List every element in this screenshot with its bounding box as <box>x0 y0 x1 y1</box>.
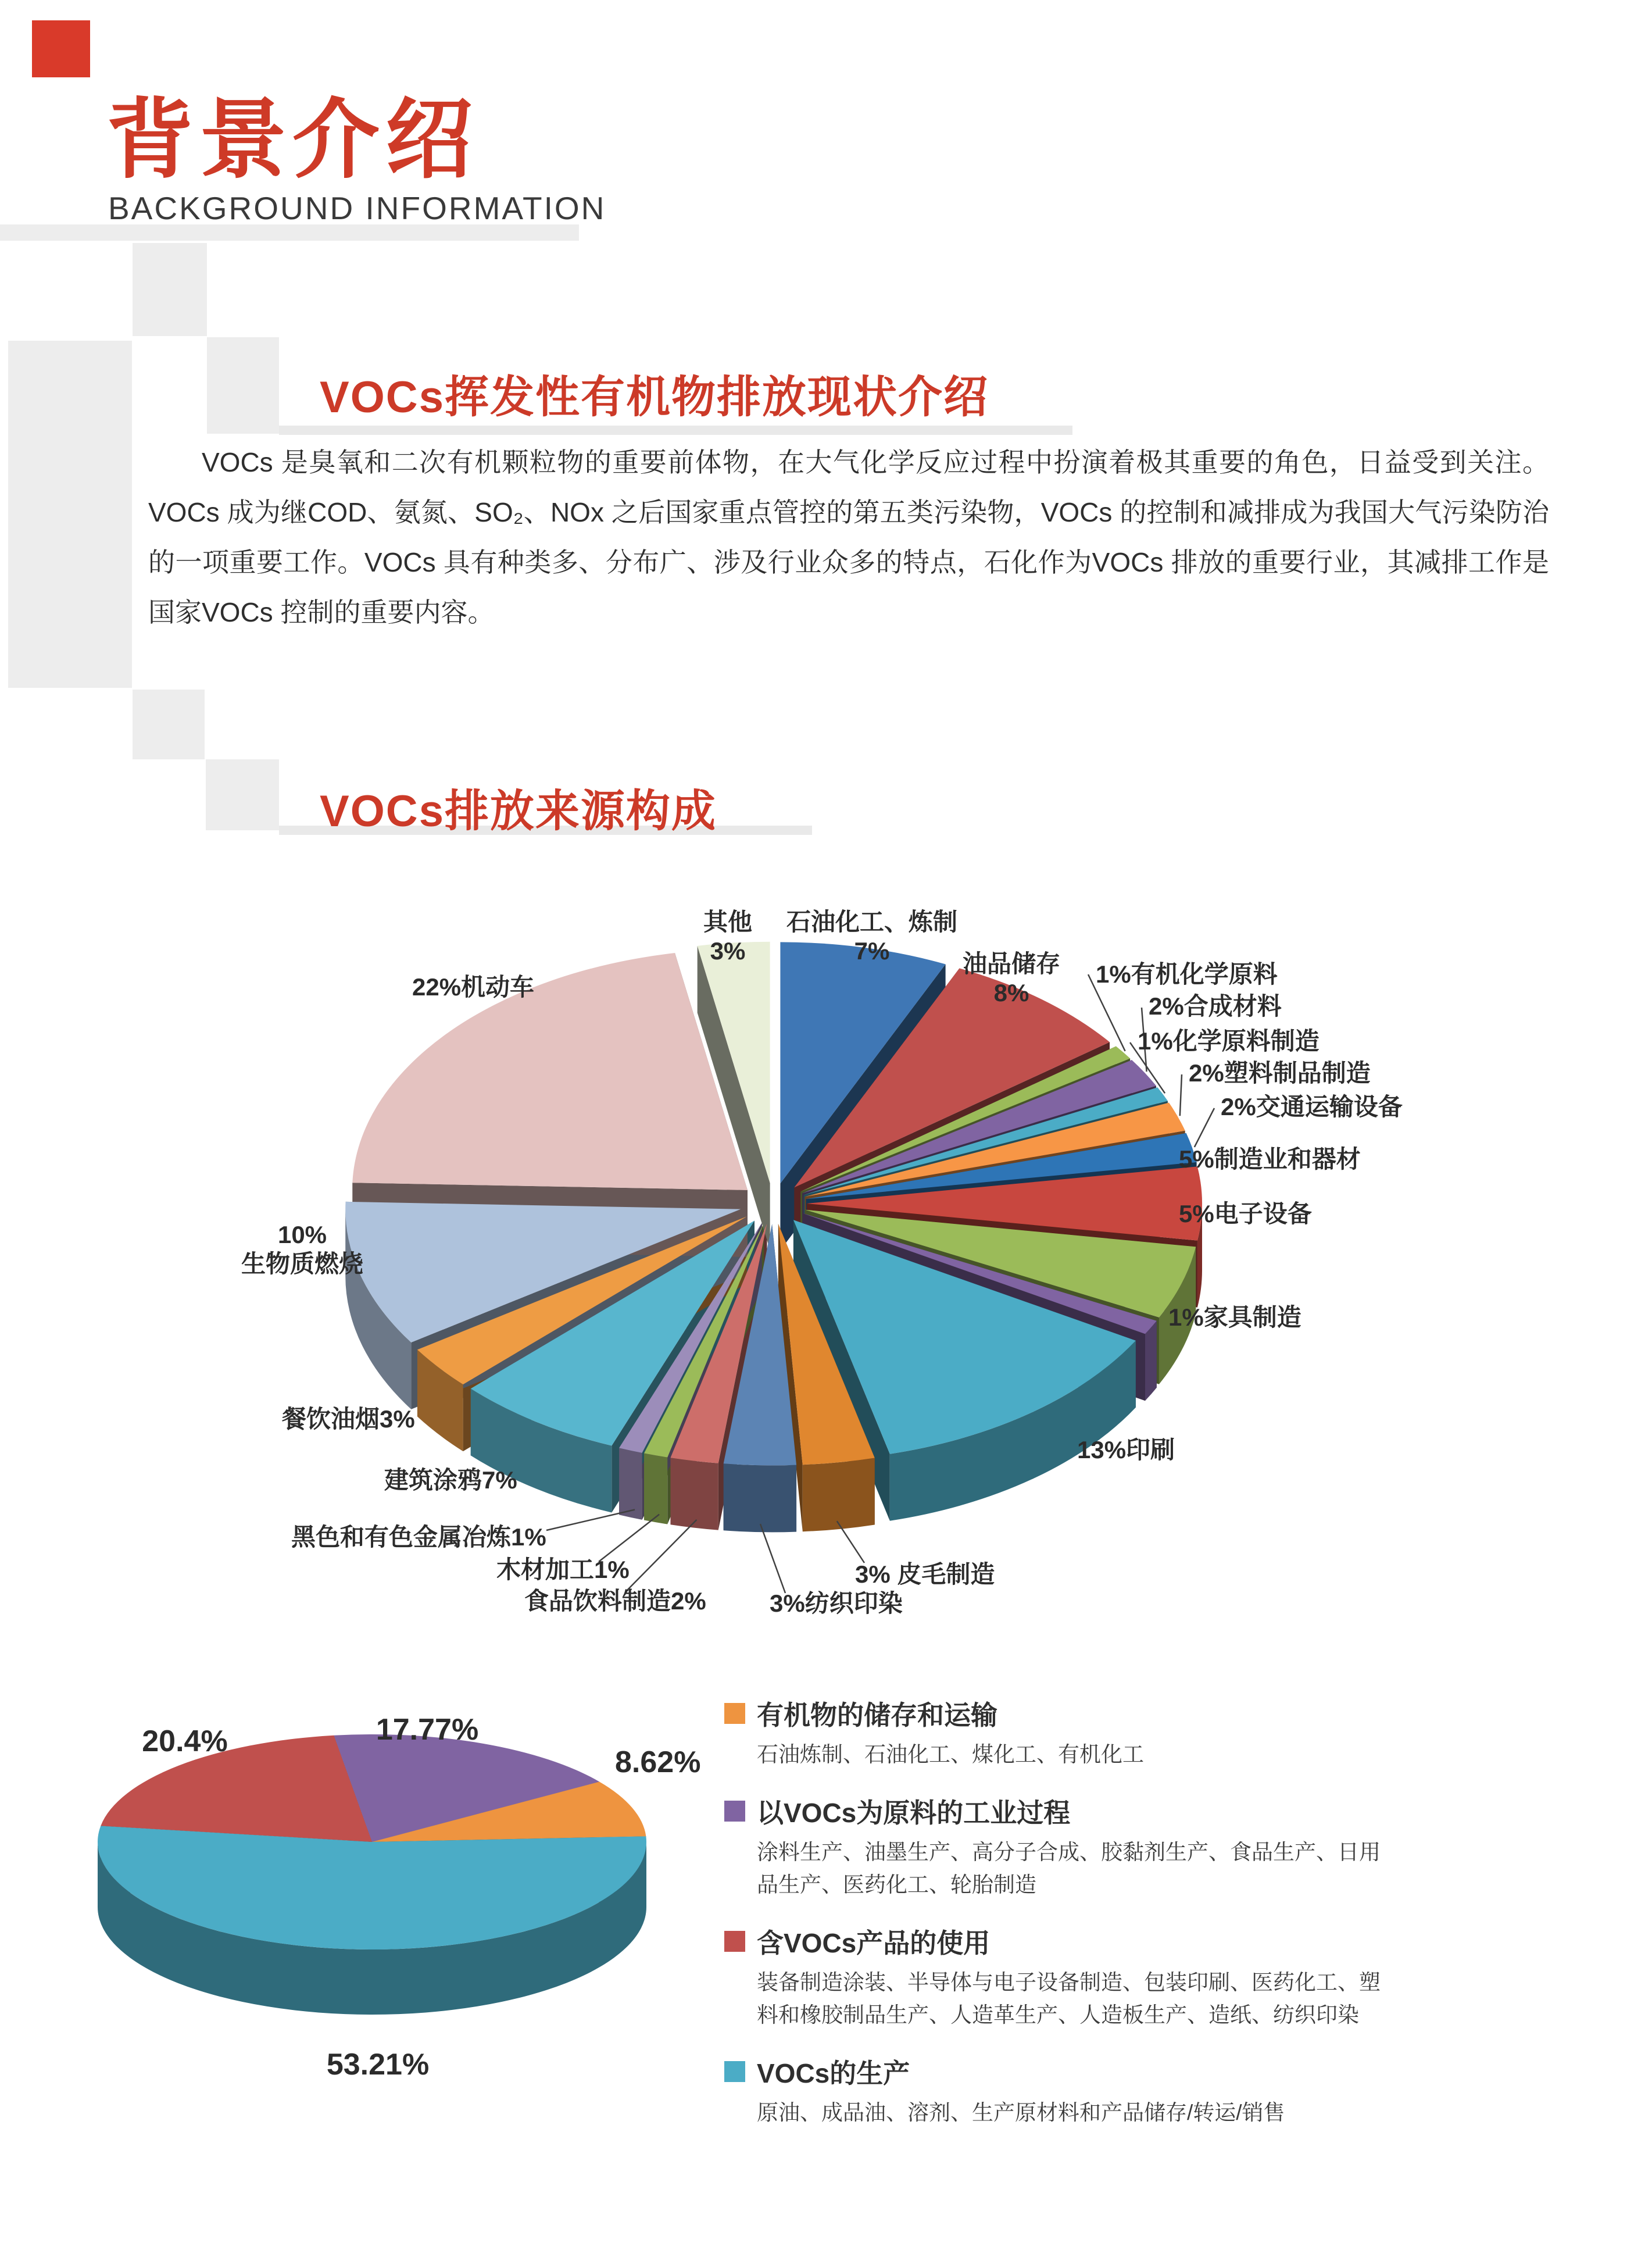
pie-slice-label: 1%家具制造 <box>1168 1304 1301 1331</box>
pie-slice-label: 黑色和有色金属冶炼1% <box>291 1523 546 1551</box>
pie-slice-label: 食品饮料制造2% <box>524 1587 706 1615</box>
legend-item <box>724 2052 1399 2129</box>
pie-slice-label: 20.4% <box>142 1724 228 1758</box>
pie-slice-label: 油品储存 8% <box>962 950 1061 1006</box>
section1-heading: VOCs挥发性有机物排放现状介绍 <box>320 373 989 422</box>
legend-color-swatch <box>724 1931 745 1952</box>
page-subtitle: BACKGROUND INFORMATION <box>108 190 606 226</box>
leader-line <box>546 1510 635 1530</box>
decor-square <box>133 690 205 759</box>
intro-paragraph: VOCs 是臭氧和二次有机颗粒物的重要前体物，在大气化学反应过程中扮演着极其重要的角色，日益受到关注。VOCs 成为继COD、氨氮、SO₂、NOx 之后国家重点管控的第五类污染物，VOCs 的控制和减排成为我国大气污染防治的一项重要工作。VOCs 具有种类多、分布广、涉及行业众多的特点，石化作为VOCs 排放的重要行业，其减排工作是国家VOCs 控制的重要内容。 <box>148 447 1549 627</box>
decor-square <box>133 243 207 336</box>
pie-slice-label: 石油化工、炼制 7% <box>786 908 958 965</box>
pie-slice-label: 3%纺织印染 <box>770 1590 903 1617</box>
pie-slice-label: 建筑涂鸦7% <box>384 1466 517 1494</box>
legend-item-detail: 原油、成品油、溶剂、生产原材料和产品储存/转运/销售 <box>757 2101 1285 2124</box>
legend <box>724 1694 1399 2150</box>
pie-slice-label: 10%生物质燃烧 <box>241 1221 364 1277</box>
leader-line <box>599 1515 659 1562</box>
pie-slice-side <box>619 1448 642 1519</box>
legend-item-detail: 涂料生产、油墨生产、高分子合成、胶黏剂生产、食品生产、日用品生产、医药化工、轮胎制造 <box>757 1840 1381 1897</box>
legend-item-detail: 装备制造涂装、半导体与电子设备制造、包装印刷、医药化工、塑料和橡胶制品生产、人造革生产、人造板生产、造纸、纺织印染 <box>757 1970 1381 2027</box>
pie-chart-emission-sources <box>0 831 1652 1657</box>
legend-item-detail: 石油炼制、石油化工、煤化工、有机化工 <box>757 1742 1144 1766</box>
pie-slice-label: 餐饮油烟3% <box>282 1405 415 1433</box>
pie-slice-label: 3% 皮毛制造 <box>855 1561 995 1588</box>
decor-square <box>206 759 279 830</box>
pie-slice-label: 1%化学原料制造 <box>1138 1027 1320 1055</box>
pie-slice-side <box>670 1458 718 1530</box>
legend-item-title: VOCs的生产 <box>757 2058 910 2088</box>
decor-bar <box>0 224 579 241</box>
leader-line <box>627 1520 696 1591</box>
leader-line <box>760 1524 785 1593</box>
pie-slice-label: 2%合成材料 <box>1149 992 1282 1020</box>
legend-item <box>724 1792 1399 1901</box>
section2-heading: VOCs排放来源构成 <box>320 787 717 836</box>
pie-slice-label: 53.21% <box>326 2048 430 2081</box>
legend-color-swatch <box>724 1801 745 1822</box>
pie-slice-label: 22%机动车 <box>412 973 535 1001</box>
legend-color-swatch <box>724 2061 745 2082</box>
decor-strip <box>8 341 132 688</box>
legend-item-title: 以VOCs为原料的工业过程 <box>757 1798 1071 1828</box>
leader-line <box>1180 1074 1182 1116</box>
page-title: 背景介绍 <box>106 91 479 188</box>
legend-item <box>724 1694 1399 1771</box>
legend-item <box>724 1922 1399 2031</box>
pie-slice-label: 5%制造业和器材 <box>1179 1145 1361 1173</box>
pie-slice-label: 2%塑料制品制造 <box>1189 1059 1371 1087</box>
pie-slice <box>101 1736 372 1842</box>
pie-slice-side <box>803 1458 875 1531</box>
pie-slice-label: 其他 3% <box>703 908 753 965</box>
pie-slice-side <box>644 1454 667 1524</box>
pie-slice-label: 2%交通运输设备 <box>1221 1093 1403 1120</box>
decor-square <box>207 337 279 434</box>
legend-item-title: 有机物的储存和运输 <box>757 1700 997 1730</box>
legend-color-swatch <box>724 1703 745 1724</box>
pie-slice-label: 17.77% <box>376 1713 479 1747</box>
pie-slice-side <box>1145 1321 1157 1401</box>
pie-slice-label: 5%电子设备 <box>1179 1200 1312 1227</box>
leader-line <box>1195 1108 1214 1147</box>
pie-slice-label: 13%印刷 <box>1077 1436 1175 1463</box>
corner-accent-square <box>32 20 90 77</box>
legend-item-title: 含VOCs产品的使用 <box>757 1928 991 1958</box>
pie-slice-label: 木材加工1% <box>496 1556 630 1583</box>
pie-slice-label: 1%有机化学原料 <box>1096 960 1278 988</box>
heading-underline <box>279 426 1072 435</box>
pie-slice-side <box>724 1463 796 1532</box>
pie-chart-voc-categories <box>0 1686 721 2246</box>
pie-slice-label: 8.62% <box>615 1745 701 1779</box>
